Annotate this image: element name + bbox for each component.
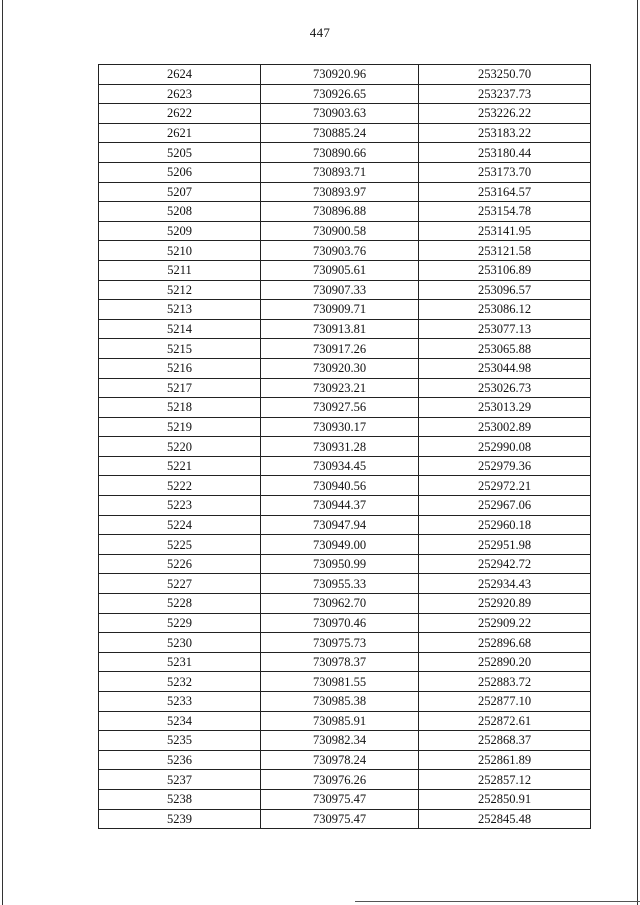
table-row [99,574,591,594]
point-number-cell: 5234 [99,711,261,731]
y-coordinate-cell: 252942.72 [419,554,591,574]
table-row [99,476,591,496]
point-number-cell: 5231 [99,652,261,672]
point-number-cell: 5239 [99,809,261,829]
y-coordinate-cell: 253173.70 [419,162,591,182]
point-number-cell: 5214 [99,319,261,339]
point-number-cell: 5218 [99,398,261,418]
table-row [99,339,591,359]
point-number-cell: 5222 [99,476,261,496]
x-coordinate-cell: 730920.30 [261,358,419,378]
table-row [99,280,591,300]
y-coordinate-cell: 253013.29 [419,398,591,418]
x-coordinate-cell: 730900.58 [261,221,419,241]
x-coordinate-cell: 730903.63 [261,104,419,124]
table-row [99,241,591,261]
table-row [99,613,591,633]
y-coordinate-cell: 253077.13 [419,319,591,339]
x-coordinate-cell: 730975.47 [261,809,419,829]
y-coordinate-cell: 253154.78 [419,202,591,222]
x-coordinate-cell: 730903.76 [261,241,419,261]
y-coordinate-cell: 252857.12 [419,770,591,790]
point-number-cell: 2624 [99,65,261,85]
table-row [99,496,591,516]
x-coordinate-cell: 730978.24 [261,750,419,770]
table-row [99,300,591,320]
x-coordinate-cell: 730931.28 [261,437,419,457]
x-coordinate-cell: 730982.34 [261,731,419,751]
x-coordinate-cell: 730909.71 [261,300,419,320]
x-coordinate-cell: 730985.91 [261,711,419,731]
point-number-cell: 5220 [99,437,261,457]
point-number-cell: 5206 [99,162,261,182]
point-number-cell: 5212 [99,280,261,300]
table-row [99,398,591,418]
y-coordinate-cell: 253164.57 [419,182,591,202]
x-coordinate-cell: 730896.88 [261,202,419,222]
x-coordinate-cell: 730926.65 [261,84,419,104]
x-coordinate-cell: 730920.96 [261,65,419,85]
point-number-cell: 5211 [99,260,261,280]
point-number-cell: 2623 [99,84,261,104]
y-coordinate-cell: 252909.22 [419,613,591,633]
point-number-cell: 5227 [99,574,261,594]
x-coordinate-cell: 730975.73 [261,633,419,653]
x-coordinate-cell: 730890.66 [261,143,419,163]
table-row [99,182,591,202]
point-number-cell: 5235 [99,731,261,751]
y-coordinate-cell: 252861.89 [419,750,591,770]
table-row [99,731,591,751]
y-coordinate-cell: 252850.91 [419,789,591,809]
table-row [99,750,591,770]
y-coordinate-cell: 252972.21 [419,476,591,496]
coordinates-table [98,64,591,829]
y-coordinate-cell: 252845.48 [419,809,591,829]
table-row [99,456,591,476]
table-row [99,143,591,163]
point-number-cell: 5213 [99,300,261,320]
point-number-cell: 5229 [99,613,261,633]
y-coordinate-cell: 253106.89 [419,260,591,280]
y-coordinate-cell: 253141.95 [419,221,591,241]
table-row [99,358,591,378]
point-number-cell: 5225 [99,535,261,555]
point-number-cell: 5224 [99,515,261,535]
table-row [99,260,591,280]
y-coordinate-cell: 252951.98 [419,535,591,555]
table-row [99,123,591,143]
table-row [99,633,591,653]
x-coordinate-cell: 730905.61 [261,260,419,280]
point-number-cell: 5209 [99,221,261,241]
table-row [99,417,591,437]
y-coordinate-cell: 252896.68 [419,633,591,653]
table-row [99,672,591,692]
y-coordinate-cell: 252979.36 [419,456,591,476]
y-coordinate-cell: 253044.98 [419,358,591,378]
x-coordinate-cell: 730947.94 [261,515,419,535]
x-coordinate-cell: 730893.71 [261,162,419,182]
x-coordinate-cell: 730985.38 [261,692,419,712]
y-coordinate-cell: 253026.73 [419,378,591,398]
point-number-cell: 5208 [99,202,261,222]
point-number-cell: 2622 [99,104,261,124]
y-coordinate-cell: 253250.70 [419,65,591,85]
table-row [99,378,591,398]
y-coordinate-cell: 253002.89 [419,417,591,437]
y-coordinate-cell: 253180.44 [419,143,591,163]
y-coordinate-cell: 252872.61 [419,711,591,731]
x-coordinate-cell: 730975.47 [261,789,419,809]
y-coordinate-cell: 253065.88 [419,339,591,359]
point-number-cell: 5226 [99,554,261,574]
table-row [99,162,591,182]
y-coordinate-cell: 252967.06 [419,496,591,516]
point-number-cell: 5219 [99,417,261,437]
y-coordinate-cell: 252868.37 [419,731,591,751]
point-number-cell: 5216 [99,358,261,378]
table-row [99,554,591,574]
table-row [99,319,591,339]
point-number-cell: 5223 [99,496,261,516]
x-coordinate-cell: 730962.70 [261,594,419,614]
x-coordinate-cell: 730976.26 [261,770,419,790]
x-coordinate-cell: 730949.00 [261,535,419,555]
point-number-cell: 2621 [99,123,261,143]
table-row [99,104,591,124]
table-row [99,535,591,555]
x-coordinate-cell: 730927.56 [261,398,419,418]
point-number-cell: 5228 [99,594,261,614]
x-coordinate-cell: 730940.56 [261,476,419,496]
table-row [99,692,591,712]
x-coordinate-cell: 730923.21 [261,378,419,398]
y-coordinate-cell: 252990.08 [419,437,591,457]
point-number-cell: 5205 [99,143,261,163]
y-coordinate-cell: 252960.18 [419,515,591,535]
coordinates-table-body [99,65,591,829]
x-coordinate-cell: 730893.97 [261,182,419,202]
x-coordinate-cell: 730934.45 [261,456,419,476]
point-number-cell: 5232 [99,672,261,692]
point-number-cell: 5233 [99,692,261,712]
table-row [99,202,591,222]
point-number-cell: 5238 [99,789,261,809]
x-coordinate-cell: 730907.33 [261,280,419,300]
table-row [99,770,591,790]
table-row [99,84,591,104]
table-row [99,221,591,241]
bottom-rule [355,901,640,902]
page-edge-left [2,0,3,905]
point-number-cell: 5217 [99,378,261,398]
y-coordinate-cell: 252920.89 [419,594,591,614]
point-number-cell: 5207 [99,182,261,202]
x-coordinate-cell: 730970.46 [261,613,419,633]
y-coordinate-cell: 253226.22 [419,104,591,124]
x-coordinate-cell: 730981.55 [261,672,419,692]
table-row [99,652,591,672]
y-coordinate-cell: 253237.73 [419,84,591,104]
x-coordinate-cell: 730913.81 [261,319,419,339]
y-coordinate-cell: 253121.58 [419,241,591,261]
y-coordinate-cell: 252934.43 [419,574,591,594]
y-coordinate-cell: 252877.10 [419,692,591,712]
point-number-cell: 5236 [99,750,261,770]
page-edge-right [637,0,638,905]
page-number: 447 [309,25,331,40]
table-row [99,437,591,457]
x-coordinate-cell: 730944.37 [261,496,419,516]
x-coordinate-cell: 730885.24 [261,123,419,143]
x-coordinate-cell: 730917.26 [261,339,419,359]
point-number-cell: 5230 [99,633,261,653]
x-coordinate-cell: 730930.17 [261,417,419,437]
y-coordinate-cell: 252890.20 [419,652,591,672]
table-row [99,711,591,731]
y-coordinate-cell: 253183.22 [419,123,591,143]
x-coordinate-cell: 730955.33 [261,574,419,594]
point-number-cell: 5210 [99,241,261,261]
point-number-cell: 5237 [99,770,261,790]
table-row [99,809,591,829]
table-row [99,515,591,535]
y-coordinate-cell: 252883.72 [419,672,591,692]
x-coordinate-cell: 730950.99 [261,554,419,574]
point-number-cell: 5215 [99,339,261,359]
y-coordinate-cell: 253086.12 [419,300,591,320]
x-coordinate-cell: 730978.37 [261,652,419,672]
point-number-cell: 5221 [99,456,261,476]
table-row [99,65,591,85]
y-coordinate-cell: 253096.57 [419,280,591,300]
table-row [99,789,591,809]
table-row [99,594,591,614]
